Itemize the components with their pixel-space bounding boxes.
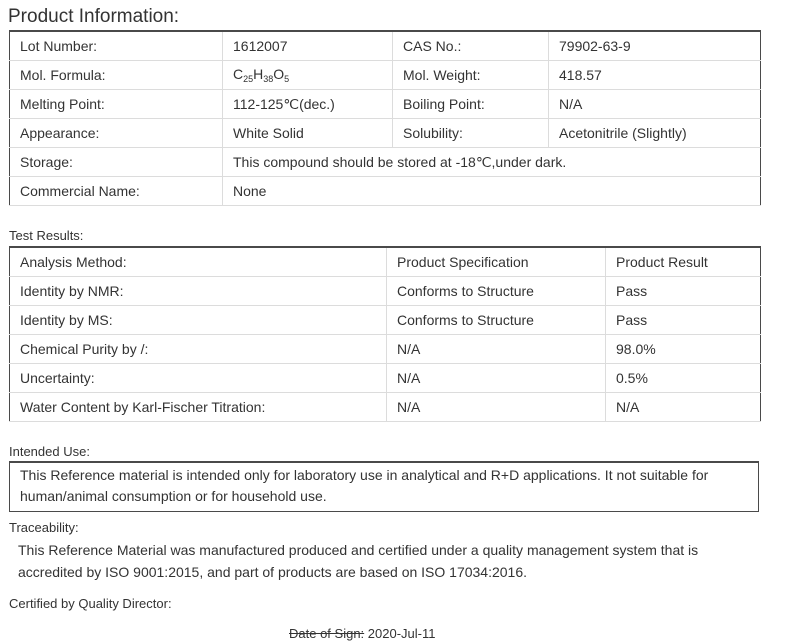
cas-label: CAS No.: [393,31,549,61]
column-header: Analysis Method: [10,247,387,277]
table-row [10,277,761,306]
table-row [10,31,761,61]
date-of-sign [289,626,435,641]
product-result: 0.5% [606,364,761,393]
solubility-value: Acetonitrile (Slightly) [549,119,761,148]
traceability-label: Traceability: [9,520,79,535]
table-row [10,393,761,422]
melting-point-label: Melting Point: [10,90,223,119]
test-results-label: Test Results: [9,228,84,243]
certified-by-label: Certified by Quality Director: [9,596,172,611]
table-row [10,306,761,335]
table-row [10,364,761,393]
lot-number-value: 1612007 [223,31,393,61]
solubility-label: Solubility: [393,119,549,148]
table-row [10,335,761,364]
mol-weight-label: Mol. Weight: [393,61,549,90]
page-title: Product Information: [8,6,180,27]
melting-point-value: 112-125℃(dec.) [223,90,393,119]
mol-formula-label: Mol. Formula: [10,61,223,90]
intended-use-text: This Reference material is intended only for laboratory use in analytical and R+D applications. It not suitable for human/animal consumption or for household use. [9,461,759,512]
column-header: Product Specification [387,247,606,277]
product-specification: N/A [387,393,606,422]
storage-value: This compound should be stored at -18℃,under dark. [223,148,761,177]
date-of-sign-value: 2020-Jul-11 [367,626,436,641]
boiling-point-label: Boiling Point: [393,90,549,119]
product-result: Pass [606,277,761,306]
commercial-name-label: Commercial Name: [10,177,223,206]
table-header-row [10,247,761,277]
appearance-label: Appearance: [10,119,223,148]
storage-label: Storage: [10,148,223,177]
column-header: Product Result [606,247,761,277]
product-specification: Conforms to Structure [387,277,606,306]
commercial-name-value: None [223,177,761,206]
product-result: 98.0% [606,335,761,364]
table-row [10,148,761,177]
product-result: Pass [606,306,761,335]
intended-use-label: Intended Use: [9,444,90,459]
table-row [10,119,761,148]
analysis-method: Chemical Purity by /: [10,335,387,364]
product-info-table [9,30,761,206]
table-row [10,61,761,90]
analysis-method: Uncertainty: [10,364,387,393]
date-of-sign-label: Date of Sign: [289,626,365,641]
table-row [10,90,761,119]
traceability-text: This Reference Material was manufactured produced and certified under a quality management system that is accredited by ISO 9001:2015, and part of products are based on ISO 17034:2016. [18,542,699,580]
product-result: N/A [606,393,761,422]
appearance-value: White Solid [223,119,393,148]
analysis-method: Identity by MS: [10,306,387,335]
analysis-method: Water Content by Karl-Fischer Titration: [10,393,387,422]
boiling-point-value: N/A [549,90,761,119]
analysis-method: Identity by NMR: [10,277,387,306]
product-specification: N/A [387,335,606,364]
mol-weight-value: 418.57 [549,61,761,90]
test-results-table [9,246,761,422]
product-specification: Conforms to Structure [387,306,606,335]
product-specification: N/A [387,364,606,393]
mol-formula-value: $C_{25}H_{38}O_5$ [223,61,393,90]
cas-value: 79902-63-9 [549,31,761,61]
table-row [10,177,761,206]
lot-number-label: Lot Number: [10,31,223,61]
